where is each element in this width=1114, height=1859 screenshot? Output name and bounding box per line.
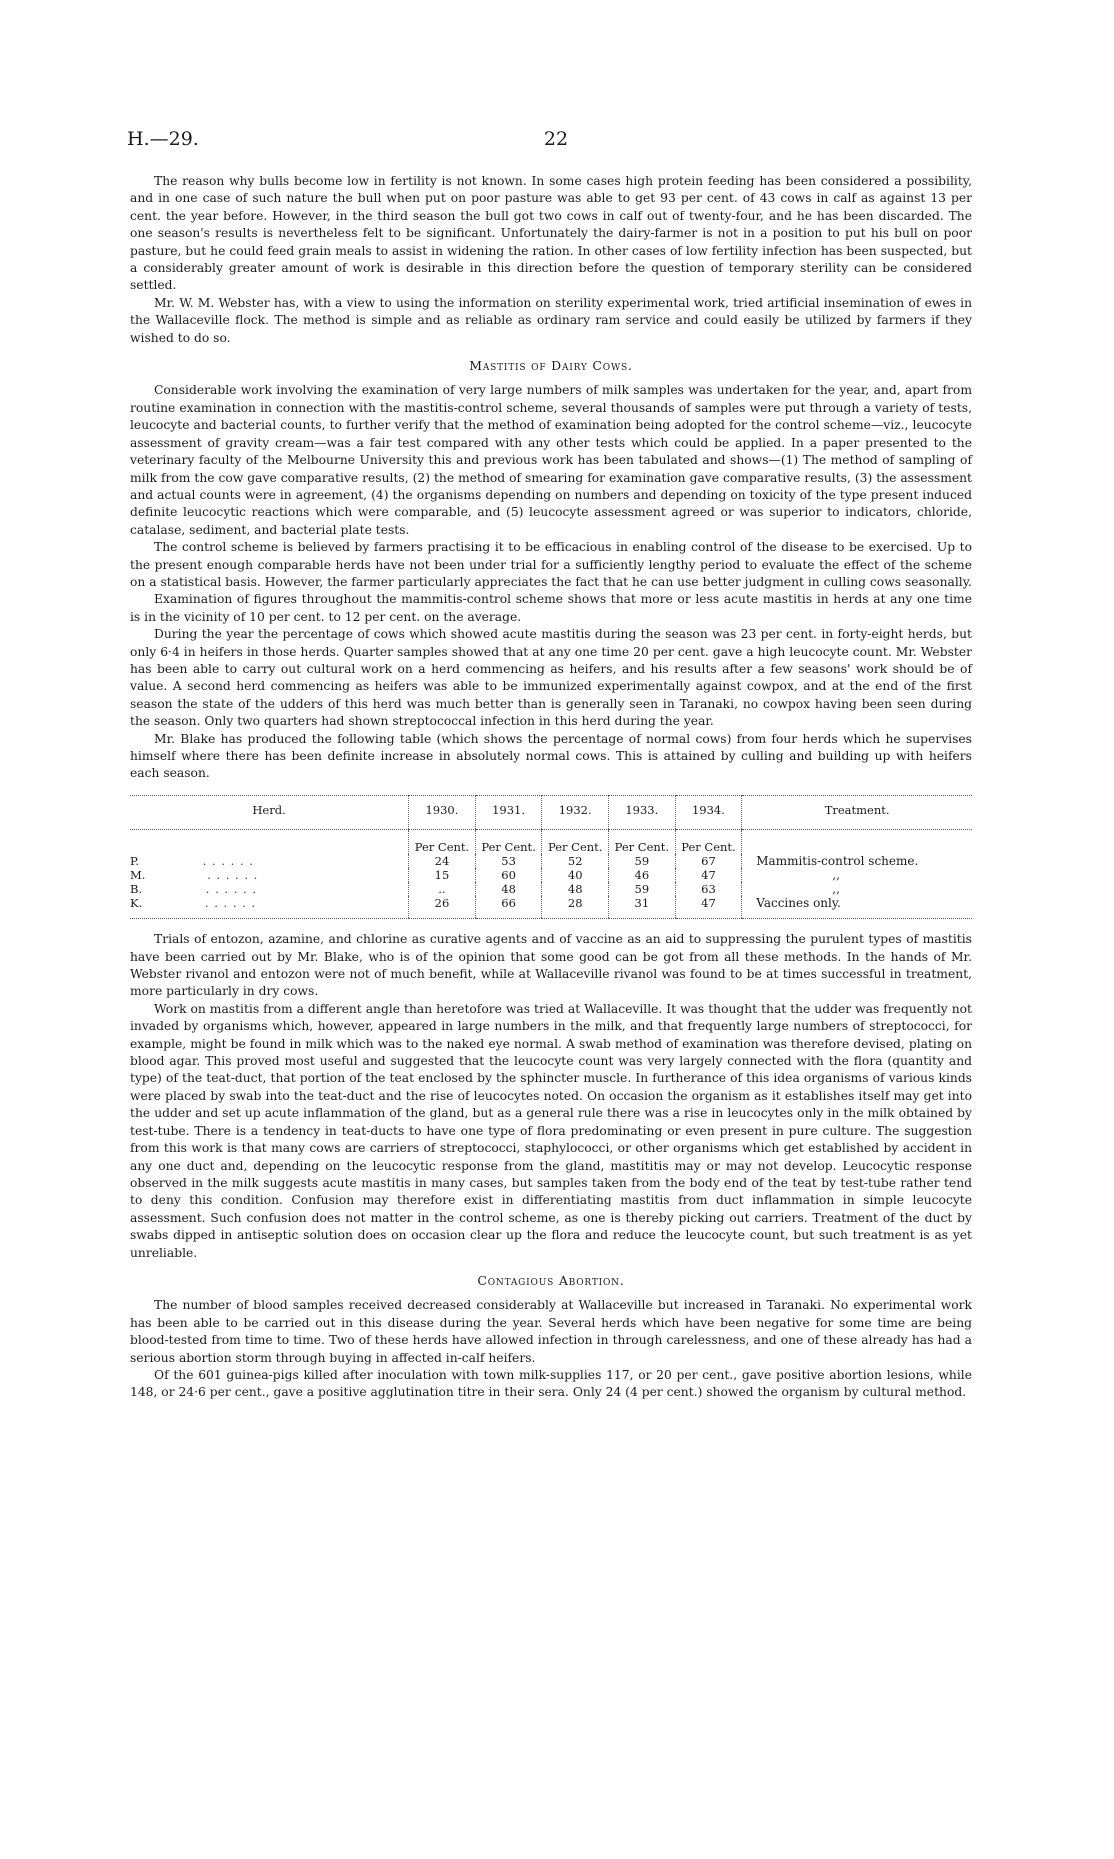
cell-value: 60 xyxy=(475,868,542,882)
table-header-row xyxy=(130,795,972,829)
treatment-cell: ,, xyxy=(742,868,972,882)
herd-label: P. xyxy=(130,854,140,869)
cell-value: 24 xyxy=(409,854,476,868)
table-row xyxy=(130,854,972,868)
unit-label: Per Cent. xyxy=(609,830,676,855)
body-text xyxy=(130,173,972,1402)
paragraph-milk-samples: Considerable work involving the examination of very large numbers of milk samples was undertaken for the year, and, apart from routine examination in connection with the mastitis-control scheme, several thousands of samples were put through a variety of tests, leucocyte and bacterial counts, to further verify that the method of examination being adopted for the control scheme—viz., leucocyte assessment of gravity cream—was a fair test compared with any other tests which could be applied. In a paper presented to the veterinary faculty of the Melbourne University this and previous work has been tabulated and shows—(1) The method of sampling of milk from the cow gave comparative results, (2) the method of smearing for examination gave comparative results, (3) the assessment and actual counts were in agreement, (4) the organisms depending on numbers and depending on toxicity of the type present induced definite leucocytic reactions which were comparable, and (5) leucocyte assessment agreed or was superior to indicators, chloride, catalase, sediment, and bacterial plate tests. xyxy=(130,383,972,537)
section-heading-mastitis: Mastitis of Dairy Cows. xyxy=(469,358,633,374)
treatment-cell: Vaccines only. xyxy=(742,896,972,919)
paragraph-heifers: During the year the percentage of cows which showed acute mastitis during the season was 23 per cent. in forty-eight herds, but only 6·4 in heifers in those herds. Quarter samples showed that at any one time 20 per cent. gave a high leucocyte count. Mr. Webster has been able to carry out cultural work on a herd commencing as heifers, and his results after a few seasons' work should be of value. A second herd commencing as heifers was able to be immunized experimentally against cowpox, and at the end of the first season the state of the udders of this herd was much better than is generally seen in Taranaki, no cowpox having been seen during the season. Only two quarters had shown streptococcal infection in this herd during the year. xyxy=(130,627,972,729)
leader-dots: . . . . . . xyxy=(202,854,254,869)
normal-cows-table-wrapper xyxy=(130,795,972,919)
cell-value: 47 xyxy=(675,868,742,882)
cell-value: 26 xyxy=(409,896,476,919)
treatment-cell: ,, xyxy=(742,882,972,896)
column-header-1932: 1932. xyxy=(542,795,609,829)
cell-value: 66 xyxy=(475,896,542,919)
cell-value: 15 xyxy=(409,868,476,882)
normal-cows-table xyxy=(130,795,972,919)
unit-label: Per Cent. xyxy=(542,830,609,855)
column-header-1930: 1930. xyxy=(409,795,476,829)
paragraph-bull-fertility: The reason why bulls become low in fertility is not known. In some cases high protein feeding has been considered a possibility, and in one case of such nature the bull when put on poor pasture was able to get 93 per cent. of 43 cows in calf as against 13 per cent. the year before. However, in the third season the bull got two cows in calf out of twenty-four, and he has been discarded. The one season's results is nevertheless felt to be significant. Unfortunately the dairy-farmer is not in a position to put his bull on poor pasture, but he could feed grain meals to assist in widening the ration. In other cases of low fertility infection has been suspected, but a considerably greater amount of work is desirable in this direction before the question of temporary sterility can be considered settled. xyxy=(130,174,972,293)
unit-label: Per Cent. xyxy=(675,830,742,855)
paragraph-artificial-insemination: Mr. W. M. Webster has, with a view to using the information on sterility experimental work, tried artificial insemination of ewes in the Wallaceville flock. The method is simple and as reliable as ordinary ram service and could easily be utilized by farmers if they wished to do so. xyxy=(130,295,972,345)
cell-value: 31 xyxy=(609,896,676,919)
paragraph-swab-method: Work on mastitis from a different angle than heretofore was tried at Wallaceville. It was thought that the udder was frequently not invaded by organisms which, however, appeared in large numbers in the milk, and that frequently large numbers of streptococci, for example, might be found in milk which was to the naked eye normal. A swab method of examination was therefore devised, plating on blood agar. This proved most useful and suggested that the leucocyte count was very largely connected with the flora (quantity and type) of the teat-duct, that portion of the teat enclosed by the sphincter muscle. In furtherance of this idea organisms of various kinds were placed by swab into the teat-duct and the rise of leucocytes noted. On occasion the organism as it establishes itself may get into the udder and set up acute inflammation of the gland, but as a general rule there was a rise in leucocytes only in the milk obtained by test-tube. There is a tendency in teat-ducts to have one type of flora predominating or even present in pure culture. The suggestion from this work is that many cows are carriers of streptococci, staphylococci, or other organisms which get established by accident in any one duct and, depending on the leucocytic response from the gland, mastititis may or may not develop. Leucocytic response observed in the milk suggests acute mastitis in many cases, but samples taken from the body end of the teat by test-tube rather tend to deny this condition. Confusion may therefore exist in differentiating mastitis from duct inflammation in simple leucocyte assessment. Such confusion does not matter in the control scheme, as one is thereby picking out carriers. Treatment of the duct by swabs dipped in antiseptic solution does on occasion clear up the flora and reduce the leucocyte count, but such treatment is as yet unreliable. xyxy=(130,1001,972,1260)
column-header-herd: Herd. xyxy=(130,795,409,829)
page-header xyxy=(127,128,985,160)
cell-value: 63 xyxy=(675,882,742,896)
paragraph-figures: Examination of figures throughout the mammitis-control scheme shows that more or less acute mastitis in herds at any one time is in the vicinity of 10 per cent. to 12 per cent. on the average. xyxy=(130,592,972,624)
herd-label: M. xyxy=(130,868,146,883)
table-row xyxy=(130,896,972,919)
leader-dots: . . . . . . xyxy=(205,882,257,897)
table-units-row xyxy=(130,830,972,855)
cell-value: 48 xyxy=(542,882,609,896)
column-header-1931: 1931. xyxy=(475,795,542,829)
paragraph-curative-agents: Trials of entozon, azamine, and chlorine as curative agents and of vaccine as an aid to suppressing the purulent types of mastitis have been carried out by Mr. Blake, who is of the opinion that some good can be got from all these methods. In the hands of Mr. Webster rivanol and entozon were not of much benefit, while at Wallaceville rivanol was found to be at times successful in treatment, more particularly in dry cows. xyxy=(130,932,972,999)
cell-value: 28 xyxy=(542,896,609,919)
treatment-cell: Mammitis-control scheme. xyxy=(742,854,972,868)
column-header-1933: 1933. xyxy=(609,795,676,829)
cell-value: 53 xyxy=(475,854,542,868)
cell-value: 59 xyxy=(609,882,676,896)
leader-dots: . . . . . . xyxy=(207,868,259,883)
unit-label: Per Cent. xyxy=(475,830,542,855)
column-header-treatment: Treatment. xyxy=(742,795,972,829)
paragraph-guinea-pigs: Of the 601 guinea-pigs killed after inoculation with town milk-supplies 117, or 20 per cent., gave positive abortion lesions, while 148, or 24·6 per cent., gave a positive agglutination titre in their sera. Only 24 (4 per cent.) showed the organism by cultural method. xyxy=(130,1367,972,1400)
cell-value: 40 xyxy=(542,868,609,882)
cell-value: 59 xyxy=(609,854,676,868)
cell-value: .. xyxy=(409,882,476,896)
unit-label: Per Cent. xyxy=(409,830,476,855)
section-heading-contagious-abortion: Contagious Abortion. xyxy=(477,1272,625,1288)
table-row xyxy=(130,882,972,896)
herd-label: B. xyxy=(130,882,143,897)
table-row xyxy=(130,868,972,882)
column-header-1934: 1934. xyxy=(675,795,742,829)
paragraph-blood-samples: The number of blood samples received decreased considerably at Wallaceville but increased in Taranaki. No experimental work has been able to be carried out in this disease during the year. Several herds which have been negative for some time are being blood-tested from time to time. Two of these herds have allowed infection in through carelessness, and one of these already has had a serious abortion storm through buying in affected in-calf heifers. xyxy=(130,1298,972,1365)
paragraph-blake-table-intro: Mr. Blake has produced the following table (which shows the percentage of normal cows) from four herds which he supervises himself where there has been definite increase in absolutely normal cows. This is attained by culling and building up with heifers each season. xyxy=(130,731,972,781)
cell-value: 67 xyxy=(675,854,742,868)
report-reference: H.—29. xyxy=(127,128,199,150)
leader-dots: . . . . . . xyxy=(204,896,257,911)
cell-value: 48 xyxy=(475,882,542,896)
paragraph-control-scheme: The control scheme is believed by farmers practising it to be efficacious in enabling control of the disease to be exercised. Up to the present enough comparable herds have not been under trial for a sufficiently lengthy period to evaluate the effect of the scheme on a statistical basis. However, the farmer particularly appreciates the fact that he can use better judgment in culling cows seasonally. xyxy=(130,540,972,589)
cell-value: 46 xyxy=(609,868,676,882)
cell-value: 47 xyxy=(675,896,742,919)
cell-value: 52 xyxy=(542,854,609,868)
herd-label: K. xyxy=(130,896,143,911)
page-number: 22 xyxy=(543,128,569,150)
